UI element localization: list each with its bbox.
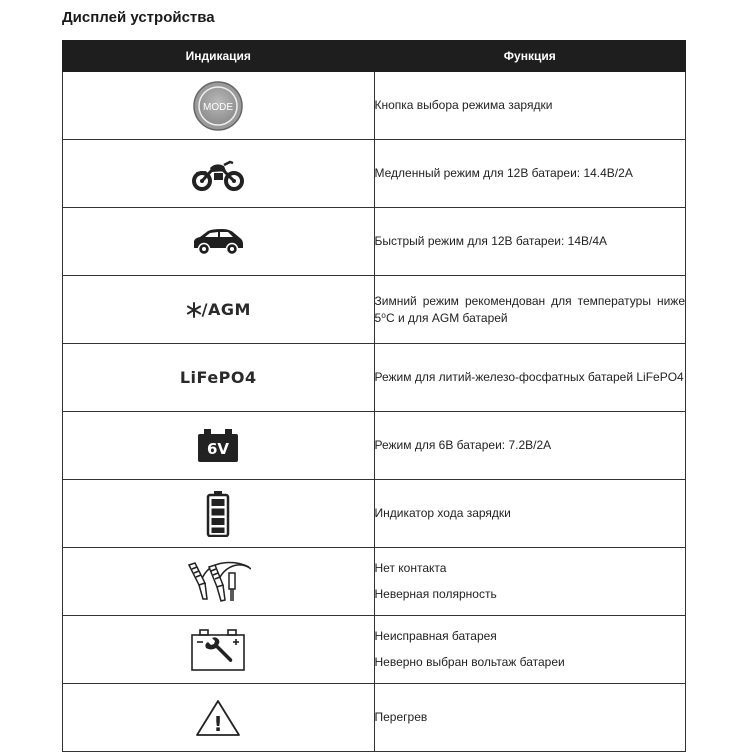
indication-cell bbox=[63, 276, 375, 344]
function-text: Медленный режим для 12В батареи: 14.4В/2А bbox=[374, 166, 633, 180]
warning-mark: ! bbox=[213, 711, 223, 736]
mode-label: MODE bbox=[203, 101, 234, 113]
table-row bbox=[63, 412, 686, 480]
indication-cell bbox=[63, 480, 375, 548]
function-text: Быстрый режим для 12В батареи: 14В/4А bbox=[374, 234, 608, 248]
function-cell bbox=[374, 276, 686, 344]
indication-cell bbox=[63, 684, 375, 752]
header-indication: Индикация bbox=[63, 41, 375, 72]
page-title: Дисплей устройства bbox=[62, 9, 215, 26]
indication-cell bbox=[63, 208, 375, 276]
car-icon bbox=[192, 228, 244, 256]
indication-cell bbox=[63, 140, 375, 208]
table-row bbox=[63, 72, 686, 140]
battery-voltage-label: 6V bbox=[207, 439, 230, 458]
table-row bbox=[63, 548, 686, 616]
faulty-battery-icon bbox=[190, 628, 246, 672]
function-cell bbox=[374, 480, 686, 548]
function-cell bbox=[374, 684, 686, 752]
table-row bbox=[63, 276, 686, 344]
table-row bbox=[63, 140, 686, 208]
table-row bbox=[63, 344, 686, 412]
function-text: Неисправная батарея bbox=[374, 629, 497, 643]
lifepo4-label: LiFePO4 bbox=[179, 367, 257, 387]
mode-button-icon bbox=[192, 80, 244, 132]
table-row bbox=[63, 684, 686, 752]
snowflake-agm-indicator bbox=[186, 300, 251, 320]
table-row bbox=[63, 208, 686, 276]
indication-cell bbox=[63, 548, 375, 616]
agm-label: /AGM bbox=[201, 299, 251, 319]
snowflake-icon bbox=[186, 302, 202, 318]
function-cell bbox=[374, 616, 686, 684]
battery-6v-icon bbox=[197, 429, 239, 463]
function-cell bbox=[374, 548, 686, 616]
function-text: Режим для литий-железо-фосфатных батарей LiFePO4 bbox=[374, 370, 684, 384]
header-function: Функция bbox=[374, 41, 686, 72]
function-text: Неверно выбран вольтаж батареи bbox=[374, 655, 565, 669]
function-text: Нет контакта bbox=[374, 561, 447, 575]
warning-icon bbox=[195, 699, 241, 737]
function-cell bbox=[374, 344, 686, 412]
indication-cell bbox=[63, 72, 375, 140]
function-cell bbox=[374, 412, 686, 480]
clamps-icon bbox=[185, 559, 251, 605]
function-text: Неверная полярность bbox=[374, 587, 497, 601]
function-text: Режим для 6В батареи: 7.2В/2А bbox=[374, 438, 552, 452]
function-cell bbox=[374, 208, 686, 276]
table-header-row bbox=[63, 41, 686, 72]
table-row bbox=[63, 616, 686, 684]
charge-level-icon bbox=[206, 491, 230, 537]
function-cell bbox=[374, 72, 686, 140]
function-text: Кнопка выбора режима зарядки bbox=[374, 98, 553, 112]
function-text: Индикатор хода зарядки bbox=[374, 506, 511, 520]
display-indicators-table bbox=[62, 40, 686, 752]
wrench-icon bbox=[206, 637, 233, 662]
table-row bbox=[63, 480, 686, 548]
function-text: Зимний режим рекомендован для температуры ниже 5⁰С и для AGM батарей bbox=[374, 293, 685, 325]
motorcycle-icon bbox=[192, 157, 244, 191]
indication-cell bbox=[63, 344, 375, 412]
indication-cell bbox=[63, 412, 375, 480]
function-text: Перегрев bbox=[374, 710, 428, 724]
function-cell bbox=[374, 140, 686, 208]
indication-cell bbox=[63, 616, 375, 684]
